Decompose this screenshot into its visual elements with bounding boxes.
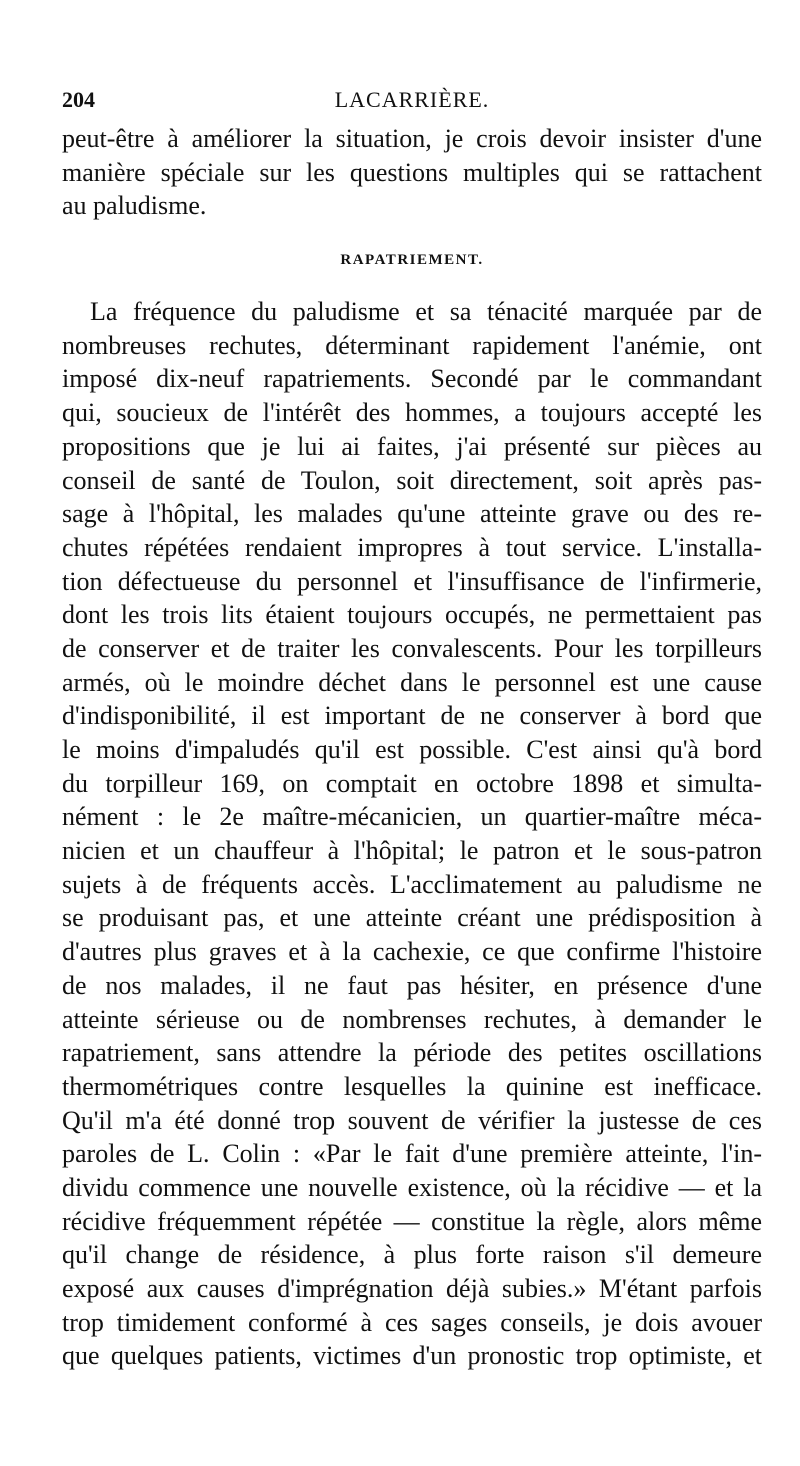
- text-line: propositions que je lui ai faites, j'ai présenté sur pièces au: [62, 431, 762, 461]
- text-line: du torpilleur 169, on comptait en octobre 1898 et simulta-: [62, 768, 762, 798]
- text-line: Qu'il m'a été donné trop souvent de vérifier la justesse de ces: [62, 1105, 762, 1135]
- text-line: de nos malades, il ne faut pas hésiter, en présence d'une: [62, 970, 762, 1000]
- running-title: LACARRIÈRE.: [334, 87, 490, 112]
- text-line: de conserver et de traiter les convalescents. Pour les torpilleurs: [62, 633, 762, 663]
- text-line: qu'il change de résidence, à plus forte raison s'il demeure: [62, 1240, 762, 1270]
- text-line: le moins d'impaludés qu'il est possible. C'est ainsi qu'à bord: [62, 735, 762, 764]
- section-heading: RAPATRIEMENT.: [340, 252, 484, 269]
- text-line: au paludisme.: [62, 191, 207, 221]
- text-line: se produisant pas, et une atteinte créant une prédisposition à: [62, 903, 762, 933]
- text-line: dividu commence une nouvelle existence, où la récidive — et la: [62, 1172, 762, 1202]
- text-line: récidive fréquemment répétée — constitue la règle, alors même: [62, 1206, 762, 1236]
- text-line: thermométriques contre lesquelles la quinine est inefficace.: [62, 1071, 762, 1101]
- text-line: conseil de santé de Toulon, soit directement, soit après pas-: [62, 465, 762, 495]
- text-line: nément : le 2e maître-mécanicien, un quartier-maître méca-: [62, 802, 762, 832]
- text-line: chutes répétées rendaient impropres à tout service. L'installa-: [62, 532, 762, 562]
- body-paragraph: [62, 295, 762, 1373]
- text-line: paroles de L. Colin : «Par le fait d'une première atteinte, l'in-: [62, 1139, 762, 1169]
- running-header: [62, 78, 762, 122]
- text-line: manière spéciale sur les questions multiples qui se rattachent: [62, 157, 762, 187]
- page-number: 204: [62, 87, 95, 112]
- text-line: nicien et un chauffeur à l'hôpital; le patron et le sous-patron: [62, 836, 762, 866]
- text-line: exposé aux causes d'imprégnation déjà subies.» M'étant parfois: [62, 1274, 762, 1303]
- text-line: La fréquence du paludisme et sa ténacité marquée par de: [90, 297, 762, 327]
- text-line: rapatriement, sans attendre la période des petites oscillations: [62, 1038, 762, 1068]
- text-line: atteinte sérieuse ou de nombrenses rechutes, à demander le: [62, 1004, 762, 1034]
- text-line: armés, où le moindre déchet dans le personnel est une cause: [62, 667, 762, 697]
- text-line: d'autres plus graves et à la cachexie, ce que confirme l'histoire: [62, 937, 762, 967]
- text-line: d'indisponibilité, il est important de ne conserver à bord que: [62, 701, 762, 731]
- text-line: sage à l'hôpital, les malades qu'une atteinte grave ou des re-: [62, 499, 762, 529]
- text-line: imposé dix-neuf rapatriements. Secondé par le commandant: [62, 364, 762, 394]
- text-line: peut-être à améliorer la situation, je crois devoir insister d'une: [62, 124, 762, 153]
- intro-paragraph: [62, 122, 762, 223]
- text-line: nombreuses rechutes, déterminant rapidement l'anémie, ont: [62, 330, 762, 360]
- text-line: trop timidement conformé à ces sages conseils, je dois avouer: [62, 1307, 762, 1337]
- text-line: dont les trois lits étaient toujours occupés, ne permettaient pas: [62, 600, 762, 630]
- text-line: qui, soucieux de l'intérêt des hommes, a toujours accepté les: [62, 398, 762, 428]
- text-line: que quelques patients, victimes d'un pronostic trop optimiste, et: [62, 1341, 762, 1371]
- document-page: [62, 78, 762, 1373]
- text-line: sujets à de fréquents accès. L'acclimatement au paludisme ne: [62, 869, 762, 899]
- text-line: tion défectueuse du personnel et l'insuffisance de l'infirmerie,: [62, 566, 762, 596]
